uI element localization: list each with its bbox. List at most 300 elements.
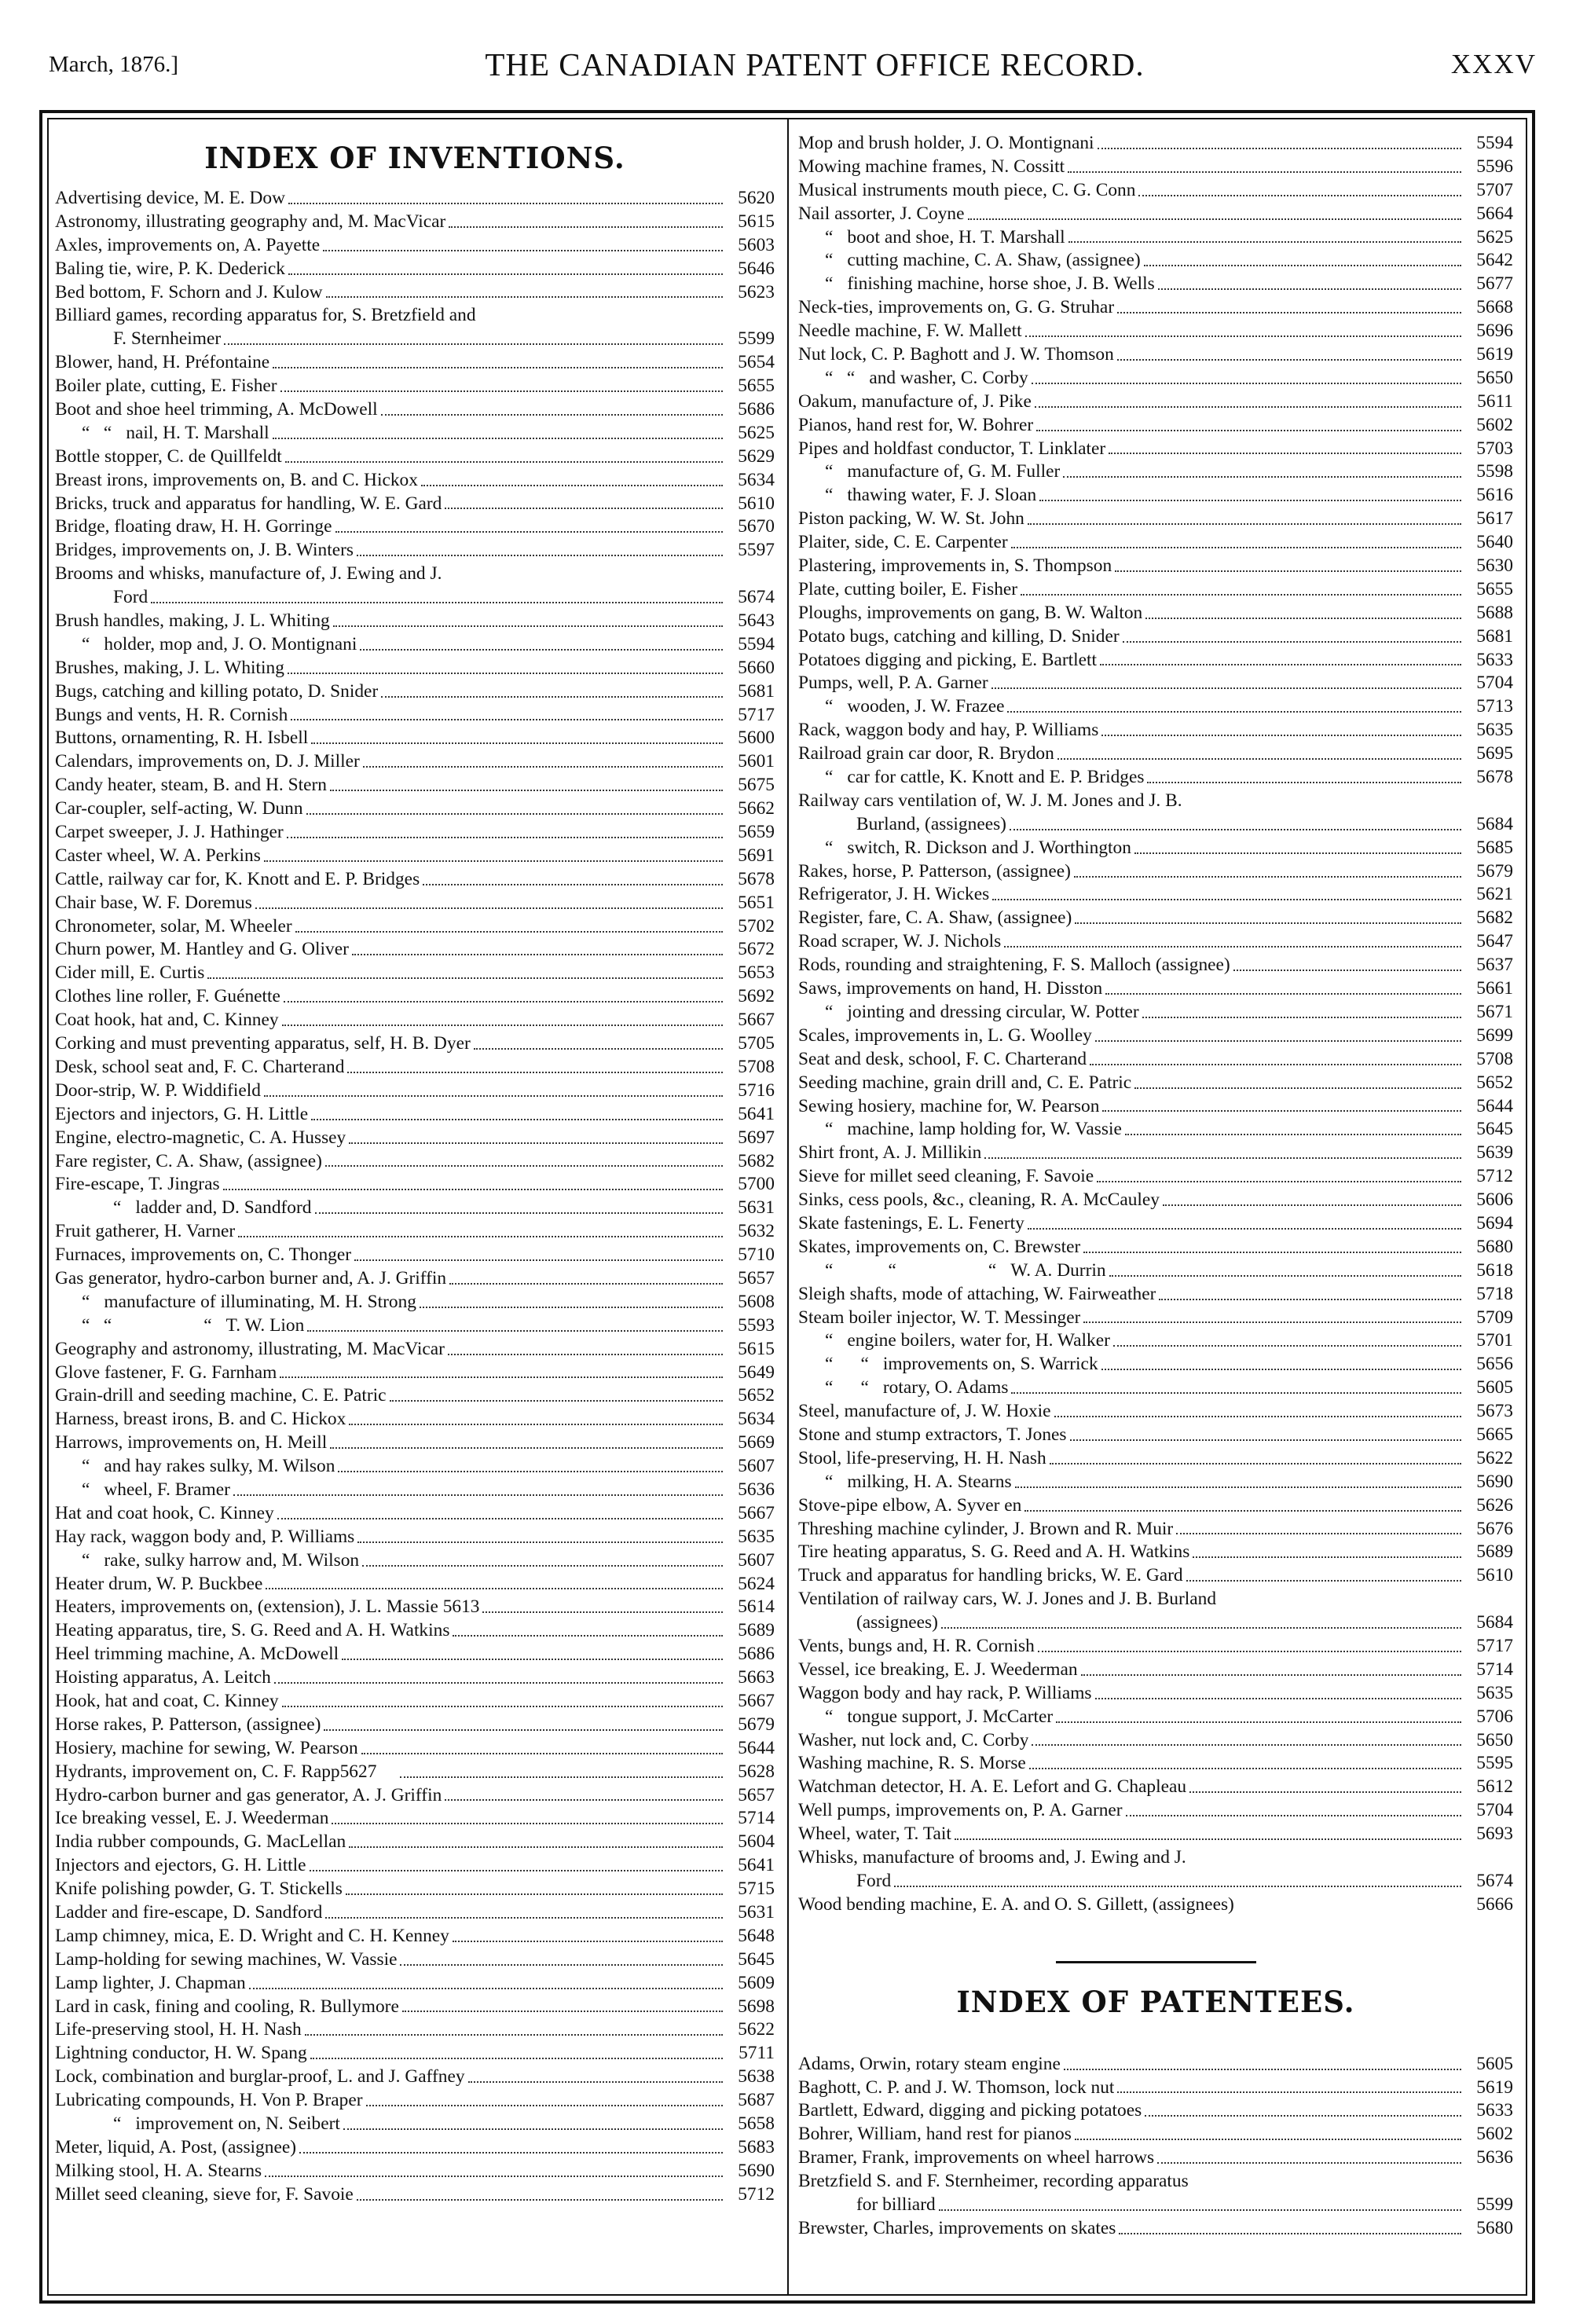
- entry-text: machine, lamp holding for, W. Vassie: [847, 1119, 1122, 1140]
- entry-text: Cider mill, E. Curtis: [55, 962, 205, 984]
- dot-leader: [349, 1424, 723, 1425]
- ditto-mark: “: [82, 1549, 90, 1571]
- ditto-mark: “: [825, 1119, 834, 1140]
- index-entry: [55, 610, 775, 633]
- entry-text: Stool, life-preserving, H. H. Nash: [798, 1447, 1046, 1468]
- index-entry: [55, 1009, 775, 1032]
- entry-text: Railway cars ventilation of, W. J. M. Jones and J. B.: [798, 790, 1182, 811]
- dot-leader: [992, 899, 1461, 900]
- index-entry: [798, 1424, 1513, 1447]
- entry-text: Whisks, manufacture of brooms and, J. Ewing and J.: [798, 1847, 1186, 1868]
- index-entry: [798, 1142, 1513, 1165]
- patent-number: 5643: [738, 610, 775, 632]
- index-entry: [55, 1362, 775, 1385]
- patent-number: 5686: [738, 399, 775, 420]
- entry-text: Skate fastenings, E. L. Fenerty: [798, 1212, 1024, 1233]
- patent-number: 5679: [1476, 860, 1513, 882]
- dot-leader: [363, 766, 723, 768]
- patent-number: 5678: [738, 868, 775, 889]
- patent-number: 5680: [1476, 1236, 1513, 1257]
- entry-text-with-ditto: [798, 226, 1065, 250]
- dot-leader: [288, 273, 723, 275]
- entry-text-with-ditto: [798, 1353, 1098, 1376]
- entry-text-with-ditto: [798, 367, 1028, 390]
- patent-number: 5674: [738, 587, 775, 608]
- entry-text: T. W. Lion: [225, 1314, 305, 1336]
- index-entry: [798, 1212, 1513, 1236]
- index-entry: [798, 179, 1513, 203]
- dot-leader: [357, 2199, 723, 2201]
- entry-text: Vessel, ice breaking, E. J. Weederman: [798, 1659, 1078, 1680]
- dot-leader: [400, 1776, 723, 1778]
- entry-text: Gas generator, hydro-carbon burner and, A. J. Griffin: [55, 1267, 447, 1288]
- patent-number: 5645: [738, 1948, 775, 1970]
- patent-number: 5699: [1476, 1025, 1513, 1046]
- dot-leader: [423, 884, 723, 885]
- patent-number: 5704: [1476, 1800, 1513, 1821]
- dot-leader: [941, 1627, 1461, 1629]
- entry-text: Harrows, improvements on, H. Meill: [55, 1432, 328, 1453]
- patent-number: 5653: [738, 962, 775, 984]
- index-entry: [798, 1518, 1513, 1541]
- entry-text: Lamp chimney, mica, E. D. Wright and C. H. Kenney: [55, 1925, 449, 1946]
- entry-text: Bretzfield S. and F. Sternheimer, recording apparatus: [798, 2171, 1189, 2192]
- ditto-mark: “: [82, 1479, 90, 1500]
- patent-number: 5633: [1476, 649, 1513, 670]
- dot-leader: [287, 837, 723, 838]
- ditto-mark: “: [825, 273, 834, 295]
- index-entry: [55, 351, 775, 375]
- entry-text: Watchman detector, H. A. E. Lefort and G. Chapleau: [798, 1776, 1187, 1798]
- entry-text: Ploughs, improvements on gang, B. W. Walton: [798, 602, 1143, 623]
- dot-leader: [282, 1706, 723, 1707]
- entry-text: milking, H. A. Stearns: [847, 1471, 1012, 1492]
- dot-leader: [223, 1189, 723, 1190]
- dot-leader: [306, 813, 723, 815]
- dot-leader: [1007, 711, 1461, 713]
- index-entry: [55, 1925, 775, 1948]
- index-entry: [55, 1244, 775, 1267]
- dot-leader: [1068, 241, 1461, 243]
- patent-number: 5620: [738, 187, 775, 208]
- ditto-mark: “ “: [825, 1377, 869, 1398]
- index-entry: [798, 1095, 1513, 1119]
- index-entry: [55, 1384, 775, 1408]
- patent-number: 5598: [1476, 461, 1513, 482]
- dot-leader: [295, 931, 723, 933]
- dot-leader: [1035, 406, 1461, 408]
- patent-number: 5682: [738, 1150, 775, 1171]
- dot-leader: [1039, 500, 1461, 501]
- entry-text: Hook, hat and coat, C. Kinney: [55, 1690, 279, 1711]
- patent-number: 5690: [1476, 1471, 1513, 1492]
- index-entry: [798, 1471, 1513, 1494]
- entry-text-with-ditto: [798, 273, 1155, 296]
- index-entry: [798, 203, 1513, 226]
- patent-number: 5703: [1476, 438, 1513, 459]
- entry-text: Bohrer, William, hand rest for pianos: [798, 2124, 1072, 2145]
- patent-number: 5679: [738, 1714, 775, 1735]
- dot-leader: [299, 2152, 723, 2154]
- dot-leader: [352, 954, 723, 955]
- entry-text: holder, mop and, J. O. Montignani: [104, 633, 357, 654]
- ditto-mark: “: [113, 2113, 122, 2135]
- patentees-index-heading: INDEX OF PATENTEES.: [956, 1984, 1355, 2019]
- ditto-mark: “: [825, 1471, 834, 1492]
- index-entry: [798, 1893, 1513, 1917]
- entry-text: Axles, improvements on, A. Payette: [55, 234, 321, 255]
- dot-leader: [474, 1048, 723, 1050]
- entry-text: car for cattle, K. Knott and E. P. Bridges: [847, 767, 1145, 788]
- index-entry: [798, 1776, 1513, 1799]
- entry-text: Meter, liquid, A. Post, (assignee): [55, 2136, 297, 2157]
- dot-leader: [266, 1588, 723, 1589]
- patent-number: 5689: [738, 1620, 775, 1641]
- patent-number: 5599: [1476, 2194, 1513, 2216]
- entry-text: Threshing machine cylinder, J. Brown and R. Muir: [798, 1518, 1174, 1539]
- dot-leader: [1105, 993, 1461, 995]
- entry-text: jointing and dressing circular, W. Potter: [847, 1001, 1139, 1022]
- patent-number: 5605: [1476, 2053, 1513, 2074]
- entry-text: Neck-ties, improvements on, G. G. Struhar: [798, 297, 1115, 318]
- entry-text: Tire heating apparatus, S. G. Reed and A. H. Watkins: [798, 1541, 1190, 1563]
- patent-number: 5652: [1476, 1072, 1513, 1093]
- entry-text: Candy heater, steam, B. and H. Stern: [55, 775, 327, 796]
- patent-number: 5712: [1476, 1166, 1513, 1187]
- index-entry: [55, 1526, 775, 1549]
- dot-leader: [421, 485, 723, 486]
- dot-leader: [307, 1330, 723, 1332]
- entry-text-with-ditto: [55, 1314, 304, 1338]
- entry-text: Grain-drill and seeding machine, C. E. Patric: [55, 1385, 387, 1406]
- entry-text: Calendars, improvements on, D. J. Miller: [55, 751, 360, 772]
- dot-leader: [1083, 1252, 1461, 1253]
- patent-number: 5616: [1476, 485, 1513, 506]
- patent-number: 5595: [1476, 1753, 1513, 1774]
- patent-number: 5650: [1476, 367, 1513, 388]
- index-entry: [798, 414, 1513, 438]
- dot-leader: [273, 438, 723, 439]
- dot-leader: [1145, 2115, 1461, 2117]
- patent-number: 5649: [738, 1362, 775, 1383]
- index-entry: [55, 1573, 775, 1596]
- entry-text: Knife polishing powder, G. T. Stickells: [55, 1879, 343, 1900]
- entry-text: Hay rack, waggon body and, P. Williams: [55, 1526, 355, 1547]
- index-entry: [55, 750, 775, 774]
- dot-leader: [360, 649, 723, 651]
- dot-leader: [1063, 476, 1461, 478]
- dot-leader: [453, 1635, 723, 1637]
- entry-text: Astronomy, illustrating geography and, M. MacVicar: [55, 211, 446, 232]
- entry-text: Register, fare, C. A. Shaw, (assignee): [798, 907, 1072, 929]
- index-entry: [798, 2123, 1513, 2146]
- entry-text-with-ditto: [798, 1471, 1012, 1494]
- entry-text: Stone and stump extractors, T. Jones: [798, 1424, 1067, 1445]
- patent-number: 5640: [1476, 532, 1513, 553]
- dot-leader: [468, 2081, 723, 2083]
- entry-text: Brushes, making, J. L. Whiting: [55, 657, 284, 678]
- dot-leader: [349, 1142, 723, 1144]
- entry-text-with-ditto: [798, 1329, 1110, 1353]
- index-entry: [798, 1259, 1513, 1283]
- issue-date: March, 1876.]: [49, 51, 179, 77]
- patent-number: 5684: [1476, 813, 1513, 834]
- dot-leader: [1142, 1017, 1461, 1018]
- index-entry: [798, 531, 1513, 555]
- dot-leader: [991, 687, 1461, 689]
- index-entry: [55, 892, 775, 915]
- dot-leader: [310, 1870, 723, 1871]
- ditto-mark: “ “: [82, 422, 112, 443]
- ditto-mark: “: [825, 461, 834, 482]
- patent-number: 5619: [1476, 344, 1513, 365]
- index-entry: [55, 704, 775, 728]
- patent-number: 5662: [738, 798, 775, 819]
- inventions-index-heading: INDEX OF INVENTIONS.: [204, 141, 625, 175]
- entry-text: manufacture of illuminating, M. H. Strong: [104, 1291, 416, 1312]
- dot-leader: [1109, 1275, 1461, 1277]
- patent-number: 5605: [1476, 1377, 1513, 1398]
- dot-leader: [224, 343, 723, 345]
- entry-text: F. Sternheimer: [113, 328, 222, 350]
- dot-leader: [1095, 1040, 1461, 1042]
- patent-number: 5708: [738, 1056, 775, 1077]
- index-entry: [798, 132, 1513, 156]
- index-entry: [55, 515, 775, 539]
- entry-text: Fare register, C. A. Shaw, (assignee): [55, 1150, 322, 1171]
- dot-leader: [1145, 618, 1461, 619]
- dot-leader: [1028, 523, 1461, 525]
- index-entry: [55, 234, 775, 258]
- dot-leader: [285, 461, 723, 463]
- index-entry: [55, 187, 775, 211]
- entry-text: Truck and apparatus for handling bricks, W. E. Gard: [798, 1565, 1183, 1586]
- entry-text: Needle machine, F. W. Mallett: [798, 321, 1022, 342]
- patent-number: 5610: [1476, 1565, 1513, 1586]
- dot-leader: [1163, 1204, 1461, 1206]
- dot-leader: [1109, 453, 1461, 454]
- patent-number: 5715: [738, 1879, 775, 1900]
- patent-number: 5642: [1476, 250, 1513, 271]
- index-entry: [798, 2146, 1513, 2170]
- index-entry: [798, 390, 1513, 414]
- entry-text-with-ditto: [55, 422, 269, 445]
- patent-number: 5691: [738, 845, 775, 866]
- patent-number: 5644: [1476, 1095, 1513, 1116]
- patent-number: 5697: [738, 1127, 775, 1148]
- patent-number: 5594: [1476, 132, 1513, 153]
- dot-leader: [482, 1611, 723, 1613]
- patent-number: 5669: [738, 1432, 775, 1453]
- index-entry: [798, 695, 1513, 719]
- patent-number: 5658: [738, 2113, 775, 2135]
- dot-leader: [291, 719, 723, 720]
- dot-leader: [445, 508, 723, 509]
- ditto-mark: “ “: [825, 367, 856, 388]
- patent-number: 5659: [738, 822, 775, 843]
- entry-text: Buttons, ornamenting, R. H. Isbell: [55, 728, 309, 749]
- entry-text: Railroad grain car door, R. Brydon: [798, 743, 1054, 764]
- patent-number: 5675: [738, 775, 775, 796]
- index-entry: [798, 2053, 1513, 2077]
- inventions-list-right: [798, 132, 1513, 1917]
- dot-leader: [1068, 171, 1461, 173]
- patent-number: 5629: [738, 445, 775, 467]
- entry-text: Caster wheel, W. A. Perkins: [55, 845, 261, 866]
- index-entry: [55, 1455, 775, 1479]
- index-entry: [798, 1307, 1513, 1330]
- entry-text: Washer, nut lock and, C. Corby: [798, 1729, 1029, 1750]
- index-entry: [798, 907, 1513, 930]
- entry-text: ladder and, D. Sandford: [135, 1197, 312, 1219]
- patent-number: 5660: [738, 657, 775, 678]
- index-entry: [55, 939, 775, 962]
- patent-number: 5645: [1476, 1119, 1513, 1140]
- patent-number: 5606: [1476, 1189, 1513, 1211]
- patent-number: 5717: [1476, 1635, 1513, 1656]
- index-entry: [798, 460, 1513, 484]
- patent-number: 5648: [738, 1925, 775, 1946]
- index-entry: [798, 343, 1513, 367]
- index-entry: [798, 930, 1513, 954]
- right-column: [798, 132, 1513, 2241]
- entry-text: Hat and coat hook, C. Kinney: [55, 1502, 274, 1523]
- patent-number: 5647: [1476, 931, 1513, 952]
- index-entry: [55, 422, 775, 445]
- entry-text-with-ditto: [55, 1197, 312, 1220]
- patent-number: 5702: [738, 915, 775, 937]
- index-entry: [55, 1479, 775, 1502]
- index-entry: [798, 438, 1513, 461]
- dot-leader: [390, 1400, 723, 1402]
- dot-leader: [280, 390, 723, 392]
- index-entry: [798, 954, 1513, 977]
- entry-text: Ford: [113, 587, 148, 608]
- patent-number: 5714: [738, 1808, 775, 1829]
- index-entry: [798, 1541, 1513, 1564]
- entry-text: Life-preserving stool, H. H. Nash: [55, 2019, 302, 2040]
- index-entry: [798, 296, 1513, 320]
- index-entry: [798, 555, 1513, 578]
- patent-number: 5664: [1476, 203, 1513, 224]
- index-entry: [798, 2077, 1513, 2100]
- dot-leader: [968, 218, 1462, 220]
- entry-text: finishing machine, horse shoe, J. B. Wells: [847, 273, 1155, 295]
- entry-text: Piston packing, W. W. St. John: [798, 508, 1024, 530]
- dot-leader: [1125, 1134, 1461, 1135]
- dot-leader: [288, 203, 723, 204]
- index-entry: [55, 281, 775, 305]
- dot-leader: [288, 673, 723, 674]
- index-entry: [55, 445, 775, 469]
- index-entry: [55, 1197, 775, 1220]
- dot-leader: [1050, 1463, 1461, 1464]
- dot-leader: [1113, 1345, 1461, 1347]
- entry-text: rake, sulky harrow and, M. Wilson: [104, 1549, 360, 1571]
- entry-text: Millet seed cleaning, sieve for, F. Savoie: [55, 2183, 354, 2205]
- entry-text: improvements on, S. Warrick: [882, 1354, 1098, 1375]
- entry-text: Corking and must preventing apparatus, self, H. B. Dyer: [55, 1033, 471, 1054]
- patent-number: 5635: [738, 1526, 775, 1547]
- index-entry: [798, 884, 1513, 907]
- entry-text: Milking stool, H. A. Stearns: [55, 2160, 262, 2181]
- entry-text: wheel, F. Bramer: [104, 1479, 230, 1500]
- index-entry: [55, 539, 775, 563]
- ditto-mark: “: [113, 1197, 122, 1219]
- entry-text: Skates, improvements on, C. Brewster: [798, 1236, 1081, 1257]
- dot-leader: [357, 1541, 723, 1543]
- entry-text: Pianos, hand rest for, W. Bohrer: [798, 414, 1034, 435]
- dot-leader: [1032, 383, 1461, 384]
- patent-number: 5674: [1476, 1870, 1513, 1891]
- entry-text: Sinks, cess pools, &c., cleaning, R. A. McCauley: [798, 1189, 1160, 1211]
- patent-number: 5666: [1476, 1893, 1513, 1915]
- entry-text: Geography and astronomy, illustrating, M. MacVicar: [55, 1338, 445, 1359]
- index-entry: [55, 1854, 775, 1878]
- entry-text: Seeding machine, grain drill and, C. E. Patric: [798, 1072, 1132, 1093]
- patent-number: 5618: [1476, 1259, 1513, 1281]
- index-entry-continuation: [798, 1870, 1513, 1893]
- dot-leader: [255, 907, 723, 909]
- index-entry: [55, 1666, 775, 1690]
- entry-text: Refrigerator, J. H. Wickes: [798, 884, 990, 905]
- index-entry: [55, 1619, 775, 1643]
- index-entry: [55, 1690, 775, 1714]
- index-entry: [55, 1831, 775, 1854]
- index-entry: [55, 375, 775, 398]
- dot-leader: [323, 250, 723, 251]
- index-entry: [798, 1564, 1513, 1588]
- entry-text: Chair base, W. F. Doremus: [55, 892, 252, 913]
- index-entry: [55, 1807, 775, 1831]
- patent-number: 5665: [1476, 1424, 1513, 1445]
- patent-number: 5673: [1476, 1401, 1513, 1422]
- patent-number: 5676: [1476, 1518, 1513, 1539]
- index-entry: [55, 1878, 775, 1901]
- index-entry: [55, 1127, 775, 1150]
- patent-number: 5667: [738, 1010, 775, 1031]
- dot-leader: [361, 1753, 723, 1754]
- dot-leader: [1138, 195, 1461, 196]
- entry-text-with-ditto: [798, 249, 1141, 273]
- dot-leader: [333, 625, 723, 627]
- patent-number: 5625: [738, 422, 775, 443]
- entry-text: Potato bugs, catching and killing, D. Snider: [798, 625, 1120, 647]
- patent-number: 5641: [738, 1855, 775, 1876]
- entry-text-with-ditto: [798, 1118, 1122, 1142]
- index-entry: [798, 1659, 1513, 1682]
- entry-text: Plate, cutting boiler, E. Fisher: [798, 578, 1018, 599]
- dot-leader: [274, 1682, 723, 1684]
- patent-number: 5704: [1476, 673, 1513, 694]
- patent-number: 5681: [1476, 625, 1513, 647]
- index-entry: [798, 1236, 1513, 1259]
- index-entry: [55, 680, 775, 704]
- dot-leader: [280, 1376, 723, 1378]
- entry-text-with-ditto: [798, 1001, 1139, 1025]
- patent-number: 5667: [738, 1690, 775, 1711]
- patent-number: 5646: [738, 258, 775, 279]
- patent-number: 5635: [1476, 1682, 1513, 1703]
- index-entry: [55, 657, 775, 680]
- index-entry-continuation: [798, 1611, 1513, 1635]
- entry-text: Blower, hand, H. Préfontaine: [55, 352, 270, 373]
- index-entry: [55, 2042, 775, 2066]
- entry-text: Wheel, water, T. Tait: [798, 1824, 951, 1845]
- dot-leader: [1070, 1439, 1462, 1441]
- dot-leader: [346, 1893, 723, 1895]
- entry-text: Bugs, catching and killing potato, D. Snider: [55, 680, 379, 702]
